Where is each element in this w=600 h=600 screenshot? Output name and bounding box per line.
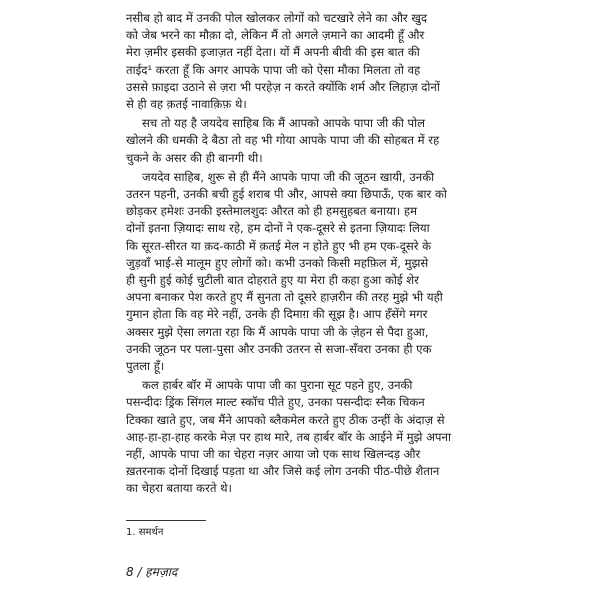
footnote: 1. समर्थन [126, 527, 164, 538]
paragraph-1: नसीब हो बाद में उनकी पोल खोलकर लोगों को चटखारे लेने का और खुद को जेब भरने का मौक़ा दो, लेकिन मैं तो अगले ज़माने का आदमी हूँ और मेरा ज़मीर इसकी इजाज़त नहीं देता। यों मैं अपनी बीवी की इस बात की ताईद¹ करता हूँ कि अगर आपके पापा जी को ऐसा मौका मिलता तो वह उससे फ़ाइदा उठाने से ज़रा भी परहेज़ न करते क्योंकि शर्म और लिहाज़ दोनों से ही वह क़तई नावाक़िफ़ थे। [126, 11, 440, 112]
paragraph-3: जयदेव साहिब, शुरू से ही मैंने आपके पापा जी की जूठन खायी, उनकी उतरन पहनी, उनकी बची हुई शराब पी और, आपसे क्या छिपाऊँ, एक बार को छोड़कर हमेशः उनकी इस्तेमालशुदः औरत को ही हमसुहबत बनाया। हम दोनों इतना ज़ियादः साथ रहे, हम दोनों ने एक-दूसरे से इतना ज़ियादः लिया कि सूरत-सीरत या क़द-काठी में क़तई मेल न होते हुए भी हम एक-दूसरे के जुड़वाँ भाई-से मालूम हुए लोगों को। कभी उनको किसी महफ़िल में, मुझसे ही सुनी हुई कोई चुटीली बात दोहराते हुए या मेरा ही कहा हुआ कोई शेर अपना बनाकर पेश करते हुए मैं सुनता तो दूसरे हाज़रीन की तरह मुझे भी यही गुमान होता कि वह मेरे नहीं, उनके ही दिमाग़ की सूझ है। आप हँसेंगे मगर अक्सर मुझे ऐसा लगता रहा कि मैं आपके पापा जी के ज़ेहन से पैदा हुआ, उनकी जूठन पर पला-पुसा और उनकी उतरन से सजा-सँवरा उनका ही एक पुतला हूँ। [126, 169, 447, 374]
paragraph-4: कल हार्बर बॉर में आपके पापा जी का पुराना सूट पहने हुए, उनकी पसन्दीदः ड्रिंक सिंगल माल्ट स्कॉच पीते हुए, उनका पसन्दीदः स्नैक चिकन टिक्का खाते हुए, जब मैंने आपको ब्लैकमेल करते हुए ठीक उन्हीं के अंदाज़ से आह-हा-हा-हाह करके मेज़ पर हाथ मारे, तब हार्बर बॉर के आईने में मुझे अपना नहीं, आपके पापा जी का चेहरा नज़र आया जो एक साथ खिलन्दड़ और ख़तरनाक दोनों दिखाई पड़ता था और जिसे कई लोग उनकी पीठ-पीछे शैतान का चेहरा बताया करते थे। [126, 378, 451, 496]
page-footer: 8 / हमज़ाद [126, 565, 178, 579]
paragraph-2: सच तो यह है जयदेव साहिब कि मैं आपको आपके पापा जी की पोल खोलने की धमकी दे बैठा तो वह भी गोया आपके पापा जी की सोहबत में रह चुकने के असर की ही बानगी थी। [126, 116, 440, 165]
footnote-divider [126, 520, 206, 521]
